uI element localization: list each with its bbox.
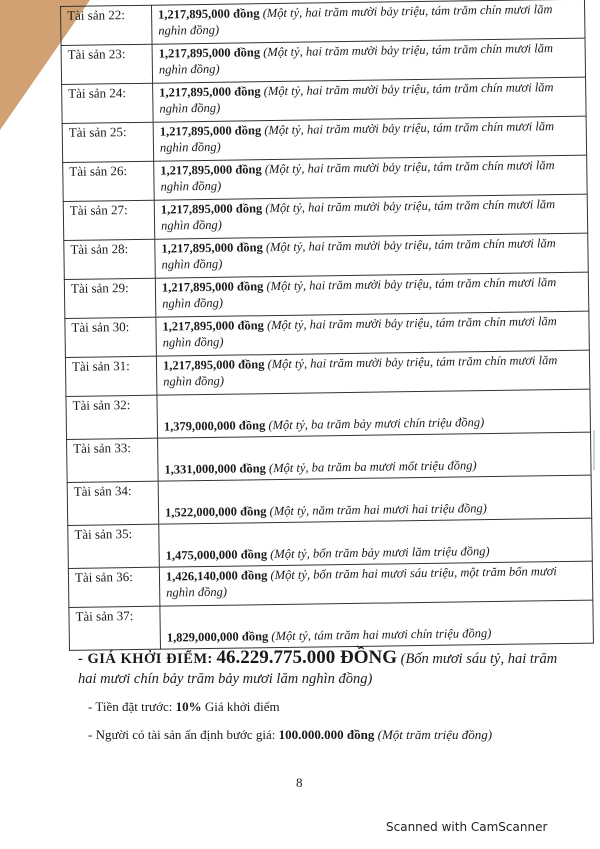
asset-amount: 1,217,895,000 đồng <box>158 45 261 61</box>
asset-amount: 1,475,000,000 đồng <box>165 547 268 563</box>
asset-price <box>158 475 592 524</box>
asset-price <box>152 38 586 83</box>
starting-price-amount: 46.229.775.000 ĐỒNG <box>216 647 397 668</box>
asset-amount-words: (Một tỷ, năm trăm hai mươi hai triệu đồng) <box>269 501 487 519</box>
asset-price <box>156 350 590 395</box>
asset-label: Tài sản 24: <box>62 83 154 123</box>
asset-amount-words: (Một tỷ, hai trăm mười bảy triệu, tám trăm chín mươi lăm nghìn đồng) <box>159 80 554 116</box>
asset-label: Tài sản 26: <box>63 161 155 201</box>
asset-label: Tài sản 27: <box>63 200 155 240</box>
starting-price-label: - GIÁ KHỞI ĐIỂM: <box>78 651 213 667</box>
asset-price <box>160 600 594 649</box>
deposit-label: - Tiền đặt trước: <box>88 699 173 714</box>
asset-amount-words: (Một tỷ, hai trăm mười bảy triệu, tám trăm chín mươi lăm nghìn đồng) <box>158 41 554 77</box>
table-row <box>67 432 592 482</box>
asset-price <box>154 155 588 200</box>
asset-price <box>159 518 593 567</box>
asset-amount-words: (Một tỷ, hai trăm mười bảy triệu, tám trăm chín mươi lăm nghìn đồng) <box>163 353 558 389</box>
auction-summary <box>78 648 578 745</box>
asset-amount: 1,217,895,000 đồng <box>159 123 262 139</box>
asset-price <box>157 389 591 438</box>
asset-label: Tài sản 32: <box>66 395 158 439</box>
asset-amount: 1,217,895,000 đồng <box>162 318 264 334</box>
asset-amount: 1,217,895,000 đồng <box>162 357 265 373</box>
asset-price <box>155 233 589 278</box>
asset-amount-words: (Một tỷ, hai trăm mười bảy triệu, tám trăm chín mươi lăm nghìn đồng) <box>160 158 555 194</box>
asset-amount-words: (Một tỷ, hai trăm mười bảy triệu, tám trăm chín mươi lăm nghìn đồng) <box>160 197 556 233</box>
asset-amount: 1,217,895,000 đồng <box>160 201 263 217</box>
asset-amount: 1,522,000,000 đồng <box>164 504 267 520</box>
asset-amount-words: (Một tỷ, ba trăm bảy mươi chín triệu đồng) <box>268 415 485 433</box>
asset-amount: 1,217,895,000 đồng <box>161 240 263 256</box>
asset-label: Tài sản 29: <box>64 278 156 318</box>
table-row <box>68 518 593 568</box>
asset-amount-words: (Một tỷ, hai trăm mười bảy triệu, tám trăm chín mươi lăm nghìn đồng) <box>158 2 553 38</box>
bid-step-value: 100.000.000 đồng <box>278 727 375 742</box>
asset-label: Tài sản 25: <box>62 122 154 162</box>
asset-amount-words: (Một tỷ, ba trăm ba mươi mốt triệu đồng) <box>268 458 477 476</box>
asset-amount: 1,829,000,000 đồng <box>166 629 269 645</box>
asset-price <box>158 432 592 481</box>
asset-amount-words: (Một tỷ, hai trăm mười bảy triệu, tám trăm chín mươi lăm nghìn đồng) <box>159 119 555 155</box>
asset-label: Tài sản 30: <box>65 317 157 357</box>
asset-price <box>151 0 585 44</box>
asset-amount: 1,331,000,000 đồng <box>164 461 266 477</box>
asset-amount-words: (Một tỷ, tám trăm hai mươi chín triệu đồng) <box>271 626 492 644</box>
asset-amount-words: (Một tỷ, hai trăm mười bảy triệu, tám trăm chín mươi lăm nghìn đồng) <box>161 236 556 272</box>
asset-price <box>156 311 590 356</box>
asset-label: Tài sản 33: <box>67 438 159 482</box>
asset-amount-words: (Một tỷ, hai trăm mười bảy triệu, tám trăm chín mươi lăm nghìn đồng) <box>162 275 557 311</box>
asset-price <box>155 272 589 317</box>
starting-price-line <box>78 648 578 689</box>
asset-price <box>153 116 587 161</box>
asset-label: Tài sản 31: <box>65 356 157 396</box>
table-row <box>67 475 592 525</box>
asset-price <box>154 194 588 239</box>
deposit-line <box>88 697 578 717</box>
deposit-value: 10% <box>175 699 202 714</box>
page-edge-mark <box>593 430 595 470</box>
page-number: 8 <box>296 775 303 790</box>
asset-amount: 1,217,895,000 đồng <box>158 6 260 22</box>
asset-amount-words: (Một tỷ, hai trăm mười bảy triệu, tám trăm chín mươi lăm nghìn đồng) <box>162 314 557 350</box>
asset-amount: 1,426,140,000 đồng <box>165 568 268 584</box>
asset-label: Tài sản 36: <box>68 567 160 607</box>
table-row <box>66 389 591 439</box>
asset-amount-words: (Một tỷ, bốn trăm bảy mươi lăm triệu đồng) <box>270 544 490 562</box>
scanner-footer: Scanned with CamScanner <box>386 820 548 834</box>
asset-amount: 1,379,000,000 đồng <box>163 418 266 434</box>
table-row <box>69 600 594 650</box>
bid-step-words: (Một trăm triệu đồng) <box>377 727 493 742</box>
asset-label: Tài sản 28: <box>64 239 156 279</box>
asset-label: Tài sản 35: <box>68 524 160 568</box>
asset-label: Tài sản 37: <box>69 606 161 650</box>
asset-amount: 1,217,895,000 đồng <box>161 279 264 295</box>
asset-amount: 1,217,895,000 đồng <box>159 84 261 100</box>
starting-price-words: (Bốn mươi sáu tỷ, hai trăm hai mươi chín bảy trăm bảy mươi lăm nghìn đồng) <box>78 651 558 687</box>
asset-price <box>153 77 587 122</box>
asset-price-table <box>60 0 594 651</box>
asset-label: Tài sản 34: <box>67 481 159 525</box>
bid-step-line <box>88 725 578 745</box>
asset-amount-words: (Một tỷ, bốn trăm hai mươi sáu triệu, một trăm bốn mươi nghìn đồng) <box>166 564 557 600</box>
asset-amount: 1,217,895,000 đồng <box>160 162 262 178</box>
deposit-suffix: Giá khởi điểm <box>204 699 280 714</box>
bid-step-label: - Người có tài sản ấn định bước giá: <box>88 727 276 742</box>
asset-label: Tài sản 23: <box>61 44 153 84</box>
asset-label: Tài sản 22: <box>61 5 153 45</box>
asset-price <box>159 561 593 606</box>
